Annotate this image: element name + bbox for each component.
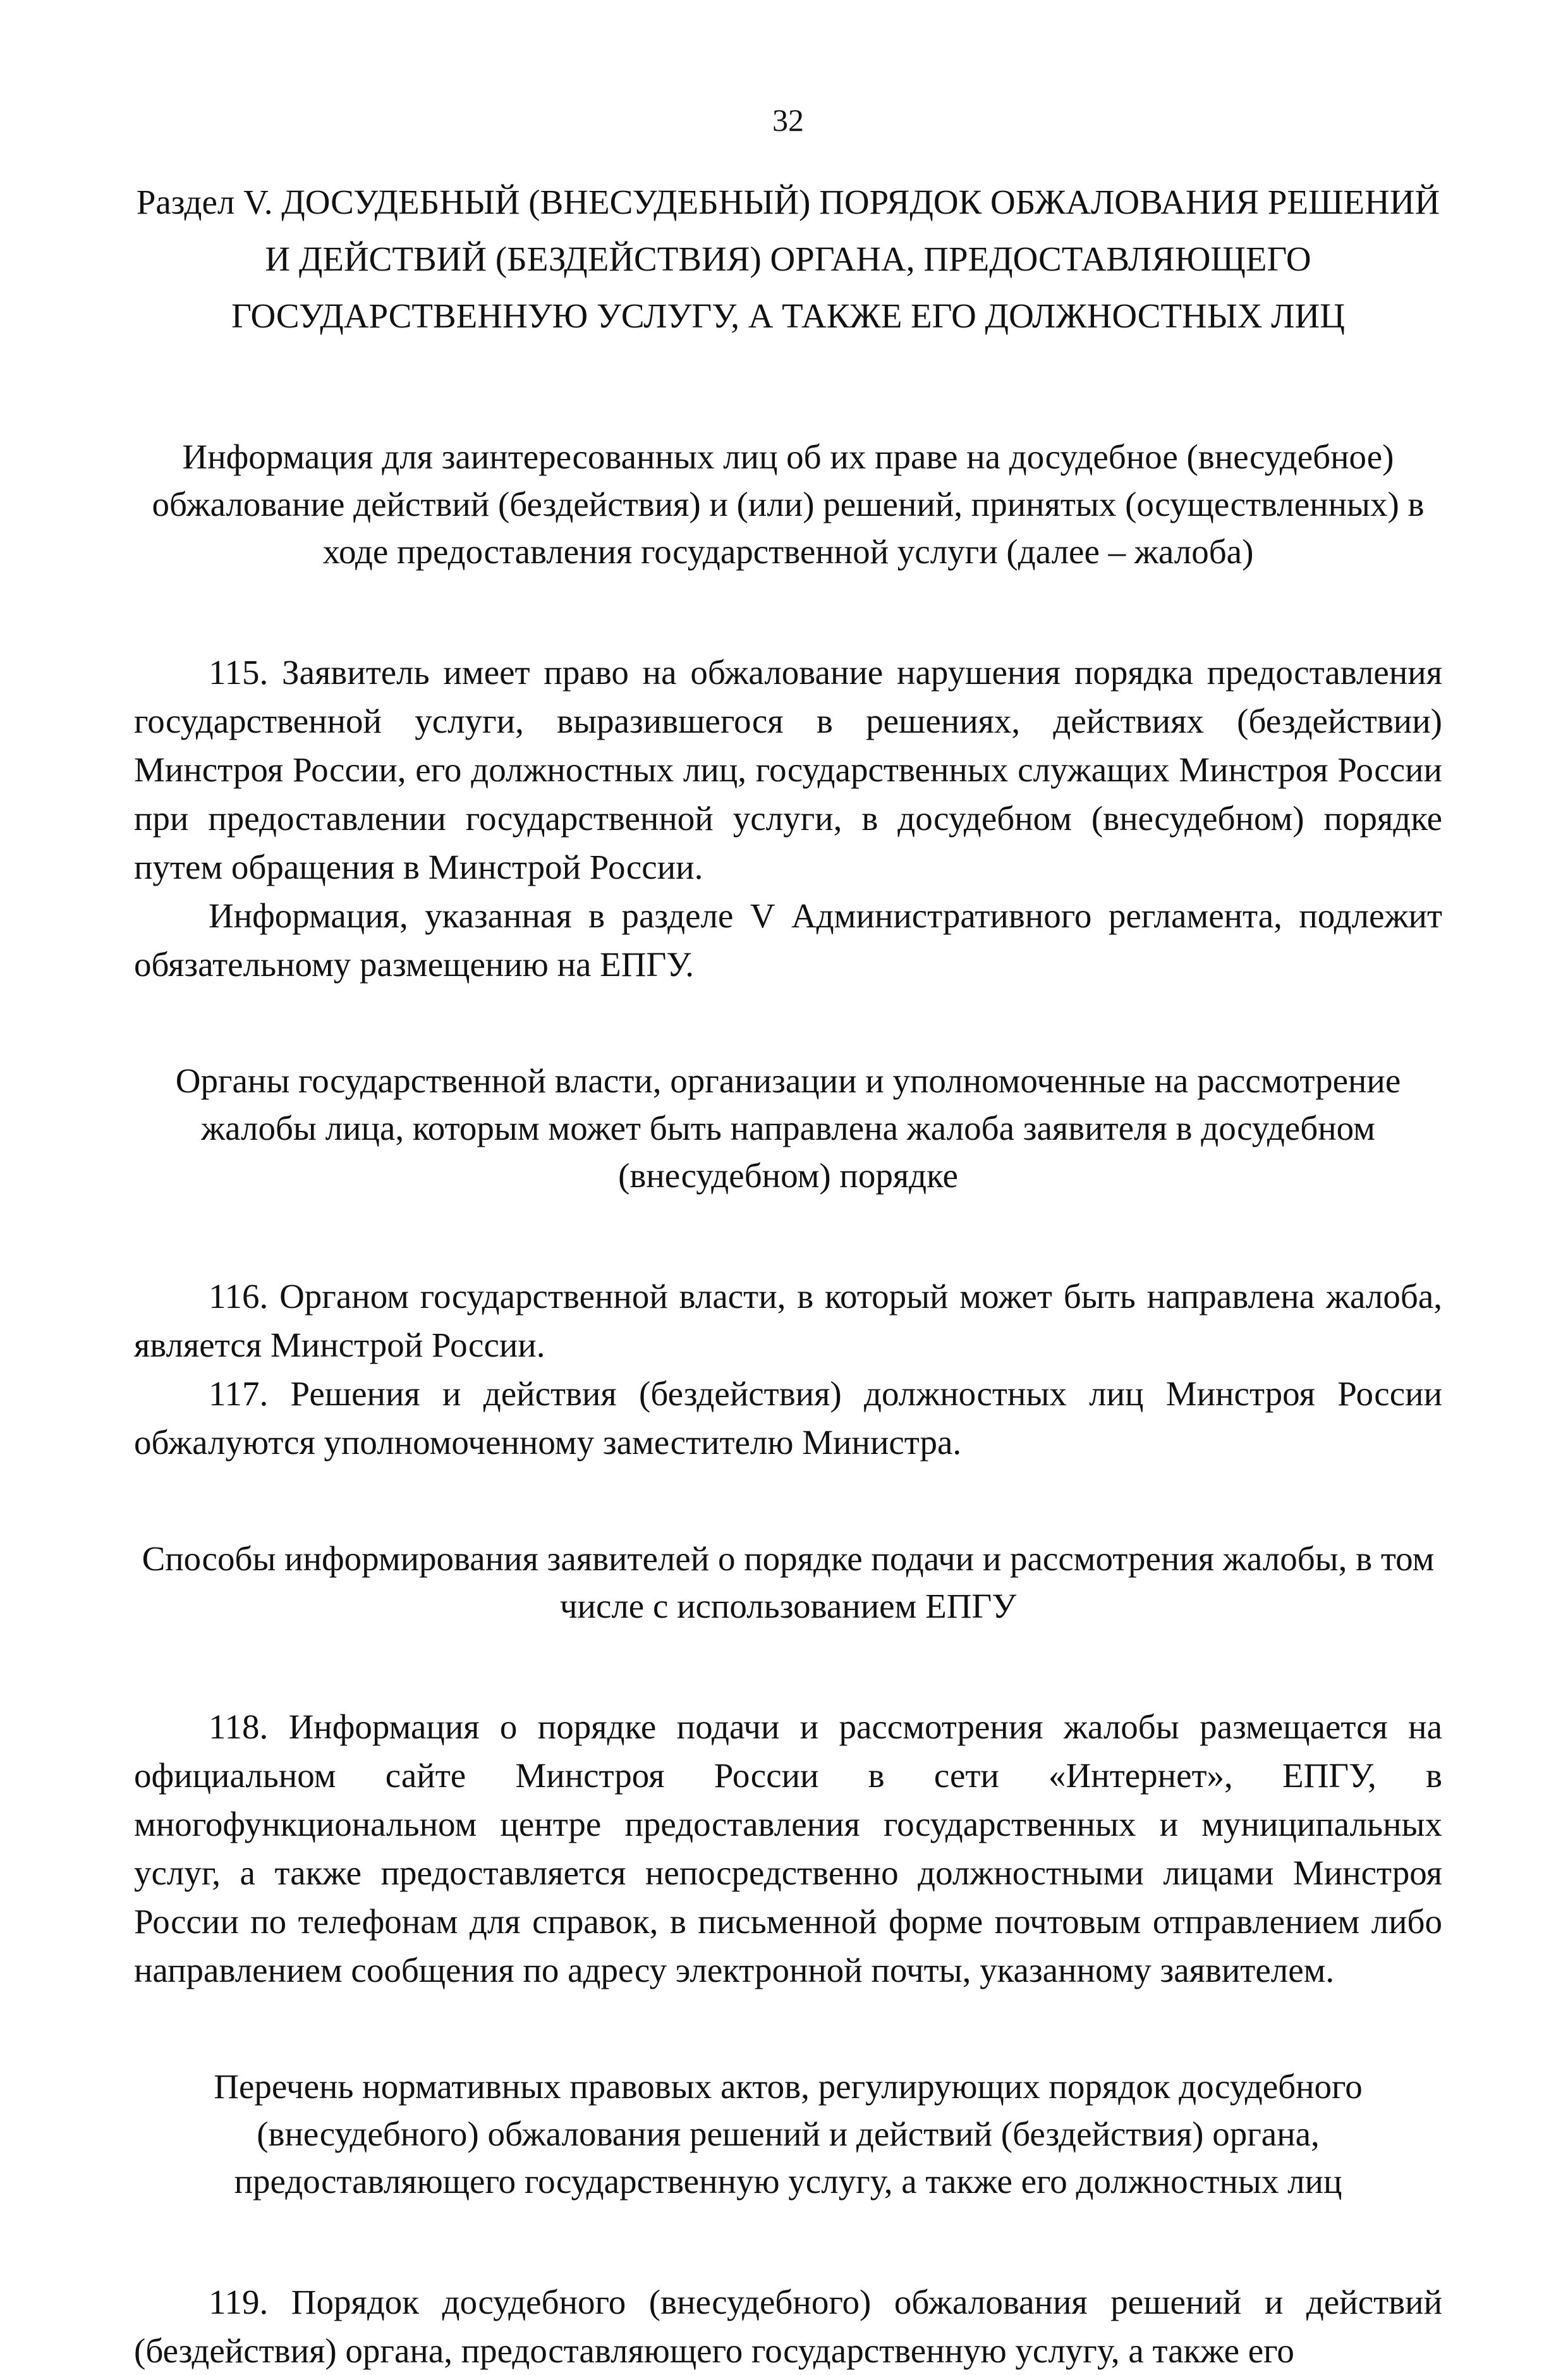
spacer [134, 989, 1442, 1057]
subheading-authorities: Органы государственной власти, организации и уполномоченные на рассмотрение жалобы лица, которым может быть направлена жалоба заявителя в досудебном (внесудебном) порядке [175, 1061, 1401, 1195]
subheading-legal-acts: Перечень нормативных правовых актов, регулирующих порядок досудебного (внесудебного) обжалования решений и действий (бездействия) органа, предоставляющего государственную услугу, а также его должностных лиц [214, 2067, 1363, 2201]
paragraph-116: 116. Органом государственной власти, в который может быть направлена жалоба, является Минстрой России. [134, 1277, 1442, 1364]
spacer [134, 1630, 1442, 1702]
subheading-complaint-info: Информация для заинтересованных лиц об их праве на досудебное (внесудебное) обжалование действий (бездействия) и (или) решений, принятых (осуществленных) в ходе предоставления государственной услуги (далее – жалоба) [152, 437, 1425, 571]
spacer [134, 1467, 1442, 1535]
spacer [134, 575, 1442, 648]
paragraph-info: Информация, указанная в разделе V Административного регламента, подлежит обязательному размещению на ЕПГУ. [134, 896, 1442, 984]
spacer [134, 1199, 1442, 1272]
section-title: Раздел V. ДОСУДЕБНЫЙ (ВНЕСУДЕБНЫЙ) ПОРЯДОК ОБЖАЛОВАНИЯ РЕШЕНИЙ И ДЕЙСТВИЙ (БЕЗДЕЙСТВИЯ) ОРГАНА, ПРЕДОСТАВЛЯЮЩЕГО ГОСУДАРСТВЕННУЮ УСЛУГУ, А ТАКЖЕ ЕГО ДОЛЖНОСТНЫХ ЛИЦ [136, 183, 1440, 335]
spacer [134, 2205, 1442, 2278]
spacer [134, 1994, 1442, 2063]
subheading-informing-methods: Способы информирования заявителей о порядке подачи и рассмотрения жалобы, в том числе с использованием ЕПГУ [142, 1539, 1435, 1625]
paragraph-117: 117. Решения и действия (бездействия) должностных лиц Минстроя России обжалуются уполномоченному заместителю Министра. [134, 1374, 1442, 1462]
paragraph-118: 118. Информация о порядке подачи и рассмотрения жалобы размещается на официальном сайте Минстроя России в сети «Интернет», ЕПГУ, в многофункциональном центре предоставления государственных и муниципальных услуг, а также предоставляется непосредственно должностными лицами Минстроя России по телефонам для справок, в письменной форме почтовым отправлением либо направлением сообщения по адресу электронной почты, указанному заявителем. [134, 1707, 1442, 1989]
paragraph-119: 119. Порядок досудебного (внесудебного) обжалования решений и действий (бездействия) органа, предоставляющего государственную услугу, а также его [134, 2283, 1442, 2370]
page-content [134, 101, 1442, 2375]
page-number: 32 [772, 102, 804, 138]
paragraph-115: 115. Заявитель имеет право на обжалование нарушения порядка предоставления государственной услуги, выразившегося в решениях, действиях (бездействии) Минстроя России, его должностных лиц, государственных служащих Минстроя России при предоставлении государственной услуги, в досудебном (внесудебном) порядке путем обращения в Минстрой России. [134, 653, 1442, 886]
